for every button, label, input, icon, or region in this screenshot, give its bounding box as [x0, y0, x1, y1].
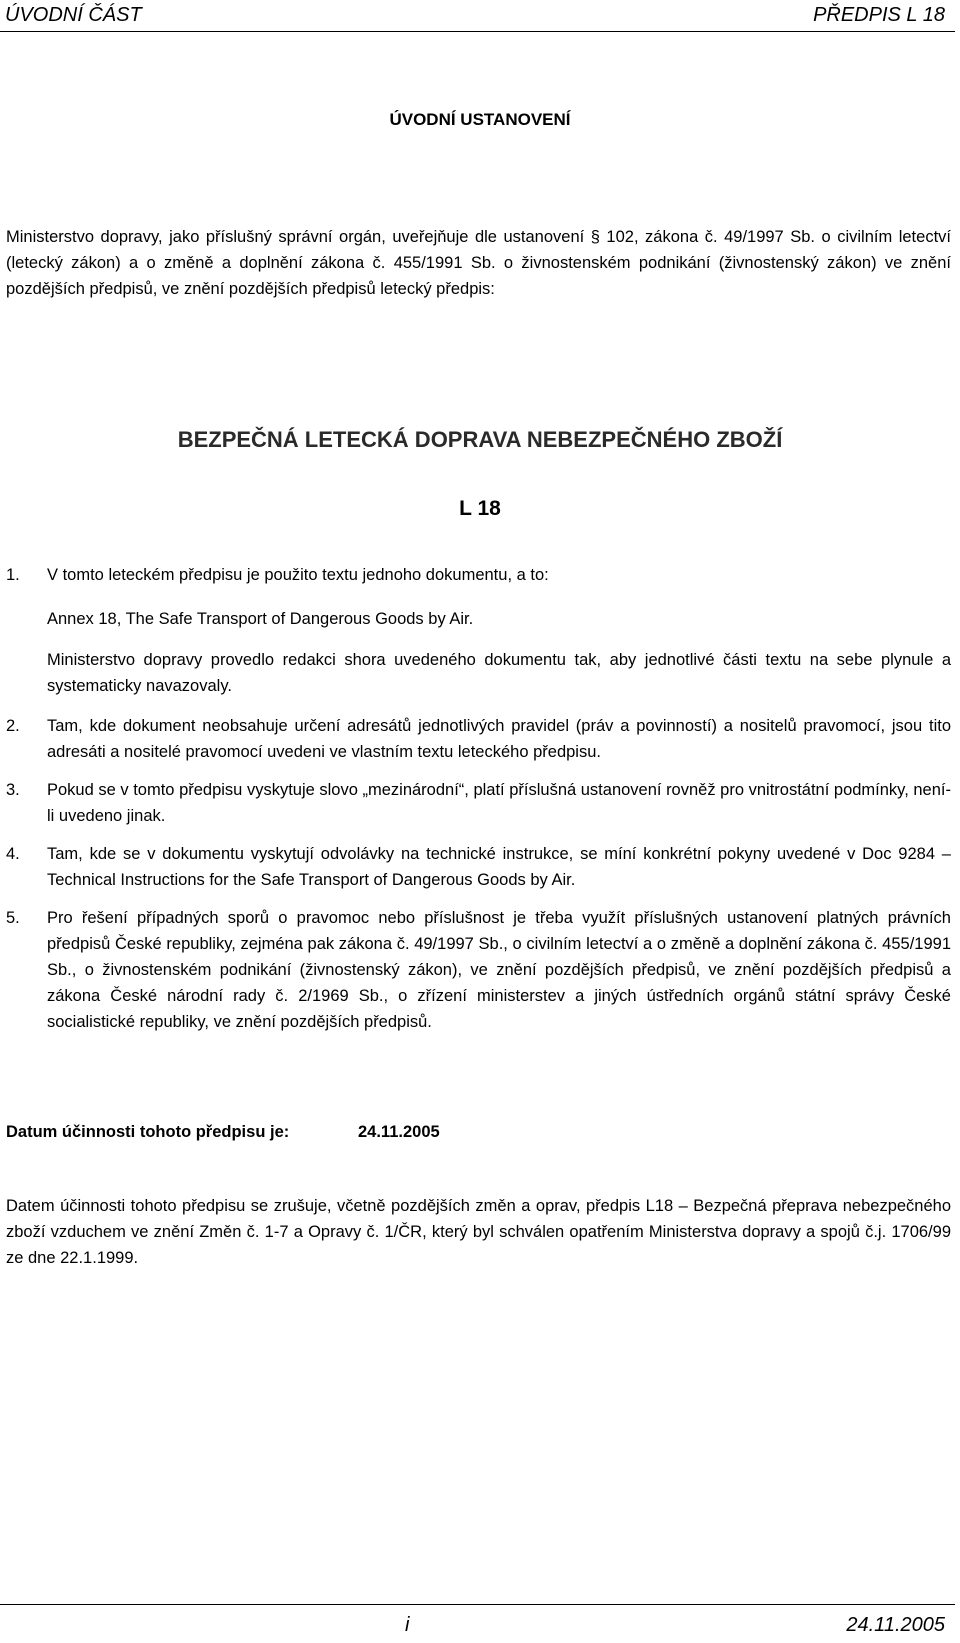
effective-date-label: Datum účinnosti tohoto předpisu je: [6, 1123, 290, 1141]
item-text: Tam, kde se v dokumentu vyskytují odvolávky na technické instrukce, se míní konkrétní pokyny uvedené v Doc 9284 – Technical Instructions for the Safe Transport of Dangerous Goods by Air. [47, 845, 951, 889]
regulation-code: L 18 [459, 497, 501, 520]
item-number: 2. [6, 717, 20, 735]
footer-page-number: i [405, 1614, 410, 1636]
header-divider [0, 31, 955, 32]
footer-divider [0, 1604, 955, 1605]
item-text: Pokud se v tomto předpisu vyskytuje slovo „mezinárodní“, platí příslušná ustanovení rovněž pro vnitrostátní podmínky, není-li uvedeno jinak. [47, 781, 951, 825]
item-number: 1. [6, 566, 20, 584]
item-number: 4. [6, 845, 20, 863]
item-number: 3. [6, 781, 20, 799]
item-text: V tomto leteckém předpisu je použito textu jednoho dokumentu, a to: [47, 566, 549, 584]
footer-date: 24.11.2005 [846, 1614, 945, 1636]
list-item-1 [6, 562, 951, 588]
header-section: ÚVODNÍ ČÁST [5, 4, 142, 26]
list-item-5 [6, 905, 951, 1035]
item-number: 5. [6, 909, 20, 927]
cancellation-paragraph: Datem účinnosti tohoto předpisu se zrušuje, včetně pozdějších změn a oprav, předpis L18 – Bezpečná přeprava nebezpečného zboží vzduchem ve znění Změn č. 1-7 a Opravy č. 1/ČR, který byl schválen opatřením Ministerstva dopravy a spojů č.j. 1706/99 ze dne 22.1.1999. [6, 1197, 951, 1267]
header-regulation: PŘEDPIS L 18 [813, 4, 945, 26]
item-text: Pro řešení případných sporů o pravomoc nebo příslušnost je třeba využít příslušných ustanovení platných právních předpisů České republiky, zejména pak zákona č. 49/1997 Sb., o civilním letectví a o změně a doplnění zákona č. 455/1991 Sb., o živnostenském podnikání (živnostenský zákon), ve znění pozdějších předpisů, ve znění pozdějších předpisů a zákona České národní rady č. 2/1969 Sb., o zřízení ministerstev a jiných ústředních orgánů státní správy České socialistické republiky, ve znění pozdějších předpisů. [47, 909, 951, 1031]
page-title: ÚVODNÍ USTANOVENÍ [389, 110, 571, 129]
effective-date-value: 24.11.2005 [358, 1123, 440, 1141]
regulation-title: BEZPEČNÁ LETECKÁ DOPRAVA NEBEZPEČNÉHO ZBOŽÍ [177, 427, 783, 452]
intro-paragraph: Ministerstvo dopravy, jako příslušný správní orgán, uveřejňuje dle ustanovení § 102, zákona č. 49/1997 Sb. o civilním letectví (letecký zákon) a o změně a doplnění zákona č. 455/1991 Sb. o živnostenském podnikání (živnostenský zákon) ve znění pozdějších předpisů, ve znění pozdějších předpisů letecký předpis: [6, 228, 951, 298]
item-text: Tam, kde dokument neobsahuje určení adresátů jednotlivých pravidel (práv a povinností) a nositelů pravomocí, jsou tito adresáti a nositelé pravomocí uvedeni ve vlastním textu leteckého předpisu. [47, 717, 951, 761]
list-item-4 [6, 841, 951, 893]
list-item-3 [6, 777, 951, 829]
list-item-2 [6, 713, 951, 765]
annex-reference: Annex 18, The Safe Transport of Dangerous Goods by Air. [47, 610, 474, 628]
editorial-note: Ministerstvo dopravy provedlo redakci shora uvedeného dokumentu tak, aby jednotlivé části textu na sebe plynule a systematicky navazovaly. [47, 651, 951, 695]
